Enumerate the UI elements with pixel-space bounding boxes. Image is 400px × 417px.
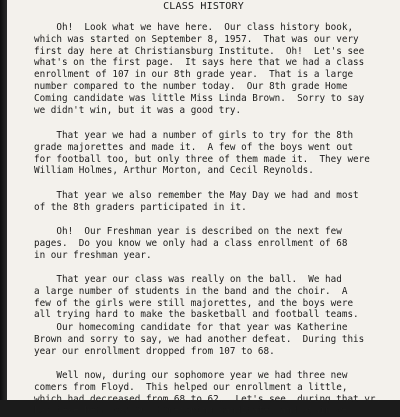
paragraph-1: Oh! Look what we have here. Our class history book, which was started on September 8, 1957. That was our very first day here at Christiansburg Institute. Oh! Let's see what's on the first page. It says here that we had a class enrollment of 107 in our 8th grade year. That is a large number compared to the number today. Our 8th grade Home Coming candidate was little Miss Linda Brown. Sorry to say we didn't win, but it was a good try. bbox=[34, 22, 365, 116]
paragraph-5: That year our class was really on the ball. We had a large number of students in the band and the choir. A few of the girls were still majorettes, and the boys were all trying hard to make the basketball and football teams. bbox=[34, 274, 359, 321]
document-page bbox=[7, 0, 400, 417]
paragraph-4: Oh! Our Freshman year is described on the next few pages. Do you know we only had a class enrollment of 68 in our freshman year. bbox=[34, 226, 348, 261]
paragraph-6: Our homecoming candidate for that year was Katherine Brown and sorry to say, we had another defeat. During this year our enrollment dropped from 107 to 68. bbox=[34, 322, 365, 357]
scan-dark-edge bbox=[0, 0, 7, 400]
page-title: CLASS HISTORY bbox=[163, 1, 244, 12]
paragraph-7: Well now, during our sophomore year we had three new comers from Floyd. This helped our enrollment a little, which had decreased from 68 to 62. Let's see, during that yr. Larnieve Penn was our homecoming candidate, and again we bbox=[34, 370, 382, 417]
paragraph-3: That year we also remember the May Day we had and most of the 8th graders participated in it. bbox=[34, 190, 359, 213]
paragraph-2: That year we had a number of girls to try for the 8th grade majorettes and made it. A few of the boys went out for football too, but only three of them made it. They were William Holmes, Arthur Morton, and Cecil Reynolds. bbox=[34, 130, 370, 177]
